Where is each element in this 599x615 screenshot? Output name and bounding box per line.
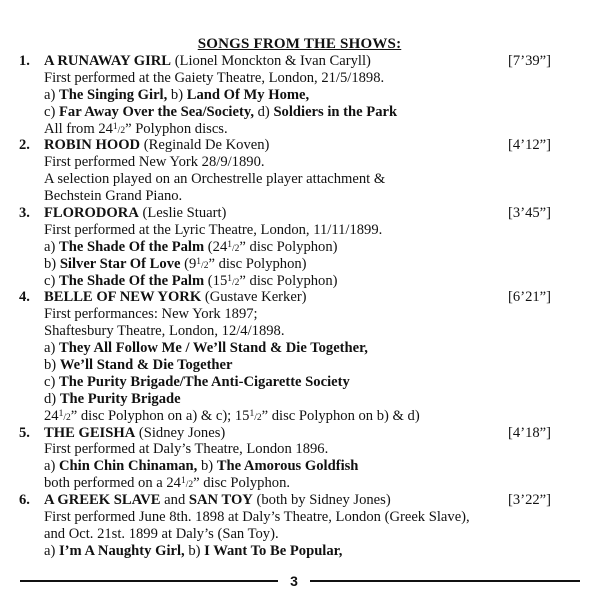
song-entry-detail-line <box>0 475 599 492</box>
song-entry-detail-line <box>0 306 599 323</box>
fraction-numerator: 1 <box>112 121 118 132</box>
song-entry-detail-line <box>0 87 599 104</box>
fraction-slash: / <box>232 243 235 254</box>
song-entry-detail-line <box>0 256 599 273</box>
fraction-half <box>181 476 193 490</box>
fraction-numerator: 1 <box>180 476 186 487</box>
detail-text <box>44 391 181 408</box>
track-duration: [7’39”] <box>508 53 551 69</box>
plain-text: a) <box>44 542 59 559</box>
song-entry-title-4 <box>0 289 599 306</box>
song-title-text: ROBIN HOOD <box>44 137 141 154</box>
plain-text: ” disc Polyphon) <box>239 272 338 289</box>
detail-text <box>44 323 284 340</box>
fraction-numerator: 1 <box>196 256 202 267</box>
plain-text: c) <box>44 272 59 289</box>
fraction-denominator: 2 <box>256 412 262 423</box>
song-entry-detail-line <box>0 458 599 475</box>
song-title-text: I’m A Naughty Girl, <box>59 542 185 559</box>
show-title <box>44 425 225 442</box>
fraction-numerator: 1 <box>227 239 232 250</box>
plain-text: c) <box>44 373 59 390</box>
fraction-slash: / <box>63 412 66 423</box>
fraction-half <box>196 257 208 271</box>
fraction-denominator: 2 <box>234 277 240 288</box>
plain-text: First performed New York 28/9/1890. <box>44 154 265 171</box>
detail-text <box>44 87 309 104</box>
song-title-text: The Purity Brigade/The Anti-Cigarette Society <box>59 373 350 390</box>
detail-text <box>44 70 384 87</box>
plain-text: ” disc Polyphon) <box>208 255 307 272</box>
song-title-text: SAN TOY <box>188 492 253 509</box>
song-entry-detail-line <box>0 374 599 391</box>
plain-text: ” Polyphon discs. <box>125 120 228 137</box>
detail-text <box>44 458 358 475</box>
song-title-text: Silver Star Of Love <box>59 255 181 272</box>
section-heading: SONGS FROM THE SHOWS: <box>197 36 402 52</box>
plain-text: (Gustave Kerker) <box>201 289 307 306</box>
fraction-slash: / <box>117 125 121 136</box>
fraction-slash: / <box>232 277 235 288</box>
song-title-text: BELLE OF NEW YORK <box>44 289 202 306</box>
detail-text <box>44 171 385 188</box>
fraction-numerator: 1 <box>227 273 232 284</box>
song-entry-title-1 <box>0 53 599 70</box>
song-entry-detail-line <box>0 104 599 121</box>
plain-text: d) <box>253 103 274 120</box>
plain-text: (Reginald De Koven) <box>140 137 270 154</box>
entry-number: 1. <box>19 53 30 69</box>
detail-text <box>44 104 397 121</box>
detail-text <box>44 543 342 560</box>
show-title <box>44 289 307 306</box>
show-title <box>44 53 371 70</box>
plain-text: First performed at the Lyric Theatre, London, 11/11/1899. <box>44 221 383 238</box>
song-title-text: Soldiers in the Park <box>273 103 398 120</box>
song-title-text: We’ll Stand & Die Together <box>59 357 233 374</box>
fraction-slash: / <box>254 412 257 423</box>
song-entry-detail-line <box>0 357 599 374</box>
fraction-half <box>227 274 239 288</box>
song-entry-detail-line <box>0 273 599 290</box>
plain-text: d) <box>44 390 60 407</box>
entry-number: 3. <box>19 205 30 222</box>
plain-text: First performed at Daly’s Theatre, London 1896. <box>44 441 329 458</box>
song-title-text: Far Away Over the Sea/Society, <box>59 103 254 120</box>
song-title-text: Land Of My Home, <box>186 86 310 103</box>
plain-text: (Leslie Stuart) <box>138 205 227 222</box>
fraction-half <box>249 409 261 423</box>
detail-text <box>44 340 368 357</box>
plain-text: a) <box>44 340 59 357</box>
detail-text <box>44 526 279 543</box>
plain-text: First performances: New York 1897; <box>44 306 258 323</box>
entry-number: 2. <box>19 137 30 154</box>
song-entry-detail-line <box>0 391 599 408</box>
track-duration: [6’21”] <box>508 289 551 306</box>
plain-text: both performed on a 24 <box>44 475 181 492</box>
show-title <box>44 492 391 509</box>
plain-text: A selection played on an Orchestrelle player attachment & <box>44 171 386 188</box>
detail-text <box>44 222 382 239</box>
fraction-denominator: 2 <box>203 260 209 271</box>
plain-text: c) <box>44 103 59 120</box>
fraction-numerator: 1 <box>249 408 255 419</box>
song-entry-detail-line <box>0 441 599 458</box>
plain-text: (Lionel Monckton & Ivan Caryll) <box>171 53 371 69</box>
plain-text: (15 <box>204 272 228 289</box>
fraction-half <box>59 409 71 423</box>
detail-text <box>44 357 233 374</box>
plain-text: b) <box>167 86 187 103</box>
song-title-text: Chin Chin Chinaman, <box>59 458 198 475</box>
song-entry-title-3 <box>0 205 599 222</box>
page-footer <box>0 571 599 591</box>
song-title-text: The Singing Girl, <box>59 86 168 103</box>
footer-rule-right <box>310 580 580 582</box>
plain-text: (9 <box>180 255 197 272</box>
track-duration: [3’45”] <box>508 205 551 222</box>
song-entry-detail-line <box>0 154 599 171</box>
plain-text: and <box>160 492 189 509</box>
song-list <box>0 53 599 560</box>
song-title-text: The Shade Of the Palm <box>59 272 205 289</box>
entry-number: 4. <box>19 289 30 306</box>
plain-text: b) <box>44 255 60 272</box>
song-title-text: The Amorous Goldfish <box>216 458 359 475</box>
song-entry-detail-line <box>0 323 599 340</box>
plain-text: a) <box>44 458 59 475</box>
plain-text: Shaftesbury Theatre, London, 12/4/1898. <box>44 323 285 340</box>
plain-text: (both by Sidney Jones) <box>252 492 391 509</box>
song-entry-title-5 <box>0 425 599 442</box>
song-entry-detail-line <box>0 340 599 357</box>
show-title <box>44 137 269 154</box>
page-number: 3 <box>290 573 298 589</box>
plain-text: ” disc Polyphon on b) & d) <box>261 407 420 424</box>
entry-number: 6. <box>19 492 30 509</box>
song-title-text: FLORODORA <box>44 205 139 222</box>
plain-text: b) <box>184 542 205 559</box>
detail-text <box>44 374 350 391</box>
song-entry-detail-line <box>0 543 599 560</box>
song-entry-detail-line <box>0 526 599 543</box>
fraction-denominator: 2 <box>120 125 126 136</box>
fraction-half <box>227 240 239 254</box>
plain-text: ” disc Polyphon) <box>239 238 338 255</box>
plain-text: ” disc Polyphon on a) & c); 15 <box>70 407 250 424</box>
plain-text: b) <box>44 357 60 374</box>
song-entry-detail-line <box>0 70 599 87</box>
plain-text: First performed at the Gaiety Theatre, London, 21/5/1898. <box>44 69 385 86</box>
show-title <box>44 205 226 222</box>
song-entry-detail-line <box>0 509 599 526</box>
plain-text: 24 <box>44 407 59 424</box>
song-entry-detail-line <box>0 121 599 138</box>
plain-text: (Sidney Jones) <box>135 424 226 441</box>
footer-rule-left <box>20 580 278 582</box>
plain-text: a) <box>44 86 59 103</box>
song-title-text: They All Follow Me / We’ll Stand & Die Together, <box>59 340 368 357</box>
track-duration: [4’18”] <box>508 424 551 441</box>
fraction-denominator: 2 <box>234 243 240 254</box>
fraction-half <box>113 122 125 136</box>
song-entry-detail-line <box>0 222 599 239</box>
fraction-numerator: 1 <box>58 408 64 419</box>
detail-text <box>44 441 328 458</box>
song-title-text: The Shade Of the Palm <box>59 238 205 255</box>
detail-text <box>44 154 265 171</box>
detail-text <box>44 306 258 323</box>
song-entry-title-2 <box>0 137 599 154</box>
fraction-slash: / <box>201 260 204 271</box>
plain-text: a) <box>44 238 59 255</box>
detail-text <box>44 188 182 205</box>
plain-text: ” disc Polyphon. <box>193 475 291 492</box>
song-title-text: The Purity Brigade <box>59 390 181 407</box>
fraction-slash: / <box>185 480 189 491</box>
song-entry-detail-line <box>0 239 599 256</box>
song-entry-detail-line <box>0 171 599 188</box>
plain-text: and Oct. 21st. 1899 at Daly’s (San Toy). <box>44 525 279 542</box>
song-title-text: A GREEK SLAVE <box>44 492 161 509</box>
entry-number: 5. <box>19 424 30 441</box>
song-entry-detail-line <box>0 188 599 205</box>
song-title-text: A RUNAWAY GIRL <box>44 53 172 69</box>
plain-text: First performed June 8th. 1898 at Daly’s Theatre, London (Greek Slave), <box>44 509 470 526</box>
track-duration: [3’22”] <box>508 492 551 509</box>
song-entry-title-6 <box>0 492 599 509</box>
fraction-denominator: 2 <box>65 412 71 423</box>
song-title-text: I Want To Be Popular, <box>204 542 343 559</box>
plain-text: (24 <box>204 238 228 255</box>
plain-text: All from 24 <box>44 120 113 137</box>
song-title-text: THE GEISHA <box>44 424 136 441</box>
plain-text: b) <box>197 458 217 475</box>
detail-text <box>44 509 470 526</box>
plain-text: Bechstein Grand Piano. <box>44 188 183 205</box>
fraction-denominator: 2 <box>188 480 194 491</box>
song-entry-detail-line <box>0 408 599 425</box>
track-duration: [4’12”] <box>508 137 551 154</box>
